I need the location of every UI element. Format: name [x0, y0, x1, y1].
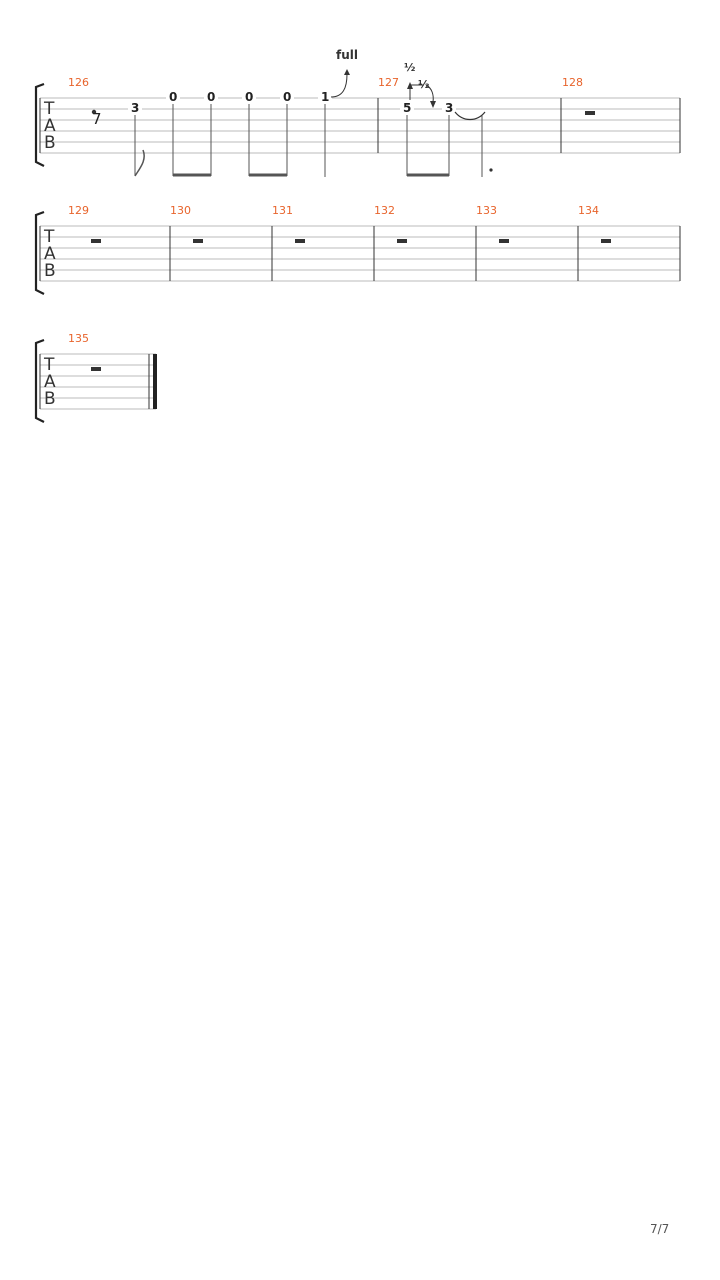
measure-number: 131 — [272, 204, 293, 217]
tab-note: 5 — [403, 101, 412, 115]
svg-text:7: 7 — [92, 110, 102, 128]
tab-note: 0 — [207, 90, 216, 104]
measure-number: 130 — [170, 204, 191, 217]
system-2 — [36, 204, 680, 294]
tab-label-a: A — [44, 244, 56, 264]
tab-label-b: B — [44, 261, 56, 281]
note-flag — [135, 150, 144, 176]
bend-label-half: ½ — [418, 78, 430, 91]
measure-number: 134 — [578, 204, 599, 217]
staff-lines — [40, 354, 156, 409]
whole-rest — [601, 239, 611, 243]
measure-number: 126 — [68, 76, 89, 89]
tie — [455, 112, 485, 120]
tab-note: 3 — [131, 101, 140, 115]
tab-label-a: A — [44, 372, 56, 392]
dot — [489, 168, 492, 171]
final-barline-thick — [153, 354, 157, 409]
measure-number: 132 — [374, 204, 395, 217]
bend-label-full: full — [336, 48, 358, 62]
measure-number: 135 — [68, 332, 89, 345]
tab-label-b: B — [44, 389, 56, 409]
measure-number: 127 — [378, 76, 399, 89]
system-3 — [36, 332, 157, 422]
note-stems — [173, 104, 287, 176]
measure-number: 129 — [68, 204, 89, 217]
tab-label-t: T — [44, 99, 55, 119]
staff-lines — [40, 226, 680, 281]
tab-label-b: B — [44, 133, 56, 153]
whole-rest — [499, 239, 509, 243]
measure-number: 133 — [476, 204, 497, 217]
eighth-rest — [92, 110, 102, 128]
whole-rest — [91, 239, 101, 243]
whole-rest — [91, 367, 101, 371]
barlines — [40, 226, 680, 281]
bend-arrow — [344, 69, 350, 75]
bend-label-half: ½ — [404, 61, 416, 74]
tab-note: 0 — [169, 90, 178, 104]
whole-rest — [397, 239, 407, 243]
tab-note: 0 — [245, 90, 254, 104]
page-number: 7/7 — [650, 1222, 670, 1236]
measure-number: 128 — [562, 76, 583, 89]
tab-note: 3 — [445, 101, 454, 115]
whole-rest — [193, 239, 203, 243]
tab-label-t: T — [44, 355, 55, 375]
whole-rest — [295, 239, 305, 243]
tab-label-a: A — [44, 116, 56, 136]
release-arrow — [430, 101, 436, 108]
bend-curve — [331, 74, 347, 97]
tab-label-t: T — [44, 227, 55, 247]
note-stems — [407, 115, 482, 177]
tab-note: 1 — [321, 90, 330, 104]
system-1 — [36, 48, 680, 177]
whole-rest — [585, 111, 595, 115]
tab-note: 0 — [283, 90, 292, 104]
